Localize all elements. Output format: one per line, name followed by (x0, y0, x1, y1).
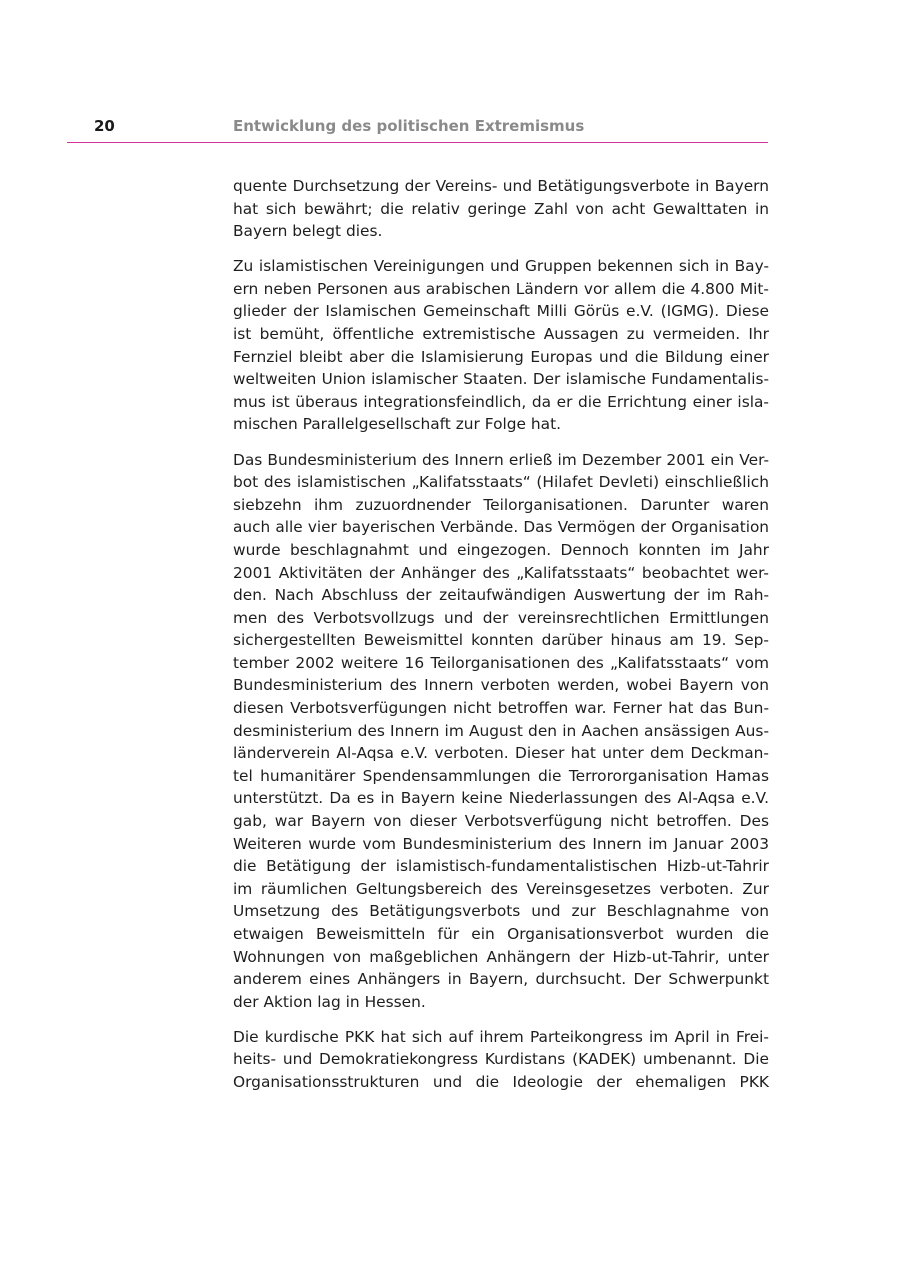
paragraph (233, 175, 769, 243)
text-line: Weiteren wurde vom Bundesministerium des Innern im Januar 2003 (233, 834, 769, 853)
text-line: länderverein Al-Aqsa e.V. verboten. Dieser hat unter dem Deckman- (233, 744, 769, 763)
paragraph (233, 1026, 769, 1094)
text-line: hat sich bewährt; die relativ geringe Zahl von acht Gewalttaten in (233, 199, 769, 218)
text-line: ern neben Personen aus arabischen Ländern vor allem die 4.800 Mit- (233, 279, 769, 298)
text-line: sichergestellten Beweismittel konnten darüber hinaus am 19. Sep- (233, 631, 769, 650)
text-line: mus ist überaus integrationsfeindlich, da er die Errichtung einer isla- (233, 392, 769, 411)
text-line: Die kurdische PKK hat sich auf ihrem Parteikongress im April in Frei- (233, 1027, 769, 1046)
text-line: unterstützt. Da es in Bayern keine Niederlassungen des Al-Aqsa e.V. (233, 789, 769, 808)
text-line: Das Bundesministerium des Innern erließ im Dezember 2001 ein Ver- (233, 450, 769, 469)
text-line: Bundesministerium des Innern verboten werden, wobei Bayern von (233, 676, 769, 695)
text-line: Zu islamistischen Vereinigungen und Gruppen bekennen sich in Bay- (233, 257, 769, 276)
text-line: heits- und Demokratiekongress Kurdistans (KADEK) umbenannt. Die (233, 1050, 769, 1069)
text-line: ist bemüht, öffentliche extremistische Aussagen zu vermeiden. Ihr (233, 325, 769, 344)
page-header (67, 115, 768, 143)
running-title: Entwicklung des politischen Extremismus (233, 117, 585, 135)
text-line: weltweiten Union islamischer Staaten. Der islamische Fundamentalis- (233, 370, 769, 389)
text-line: den. Nach Abschluss der zeitaufwändigen Auswertung der im Rah- (233, 586, 769, 605)
paragraph (233, 255, 769, 436)
text-line: die Betätigung der islamistisch-fundamentalistischen Hizb-ut-Tahrir (233, 857, 769, 876)
paragraph (233, 449, 769, 1014)
text-line: gab, war Bayern von dieser Verbotsverfügung nicht betroffen. Des (233, 812, 769, 831)
text-line: glieder der Islamischen Gemeinschaft Milli Görüs e.V. (IGMG). Diese (233, 302, 769, 321)
text-line: Fernziel bleibt aber die Islamisierung Europas und die Bildung einer (233, 347, 769, 366)
text-line: Organisationsstrukturen und die Ideologie der ehemaligen PKK (233, 1073, 769, 1092)
text-line: anderem eines Anhängers in Bayern, durchsucht. Der Schwerpunkt (233, 970, 769, 989)
text-line: im räumlichen Geltungsbereich des Vereinsgesetzes verboten. Zur (233, 879, 769, 898)
text-line: tember 2002 weitere 16 Teilorganisationen des „Kalifatsstaats“ vom (233, 653, 769, 672)
text-line: desministerium des Innern im August den in Aachen ansässigen Aus- (233, 721, 769, 740)
text-line: etwaigen Beweismitteln für ein Organisationsverbot wurden die (233, 925, 769, 943)
text-line: 2001 Aktivitäten der Anhänger des „Kalifatsstaats“ beobachtet wer- (233, 563, 769, 582)
text-line: auch alle vier bayerischen Verbände. Das Vermögen der Organisation (233, 518, 769, 537)
text-line: men des Verbotsvollzugs und der vereinsrechtlichen Ermittlungen (233, 608, 769, 627)
text-line: Wohnungen von maßgeblichen Anhängern der Hizb-ut-Tahrir, unter (233, 947, 769, 966)
text-line: quente Durchsetzung der Vereins- und Betätigungsverbote in Bayern (233, 177, 769, 195)
text-line: Umsetzung des Betätigungsverbots und zur Beschlagnahme von (233, 902, 769, 921)
text-line: bot des islamistischen „Kalifatsstaats“ (Hilafet Devleti) einschließlich (233, 473, 769, 492)
text-line: Bayern belegt dies. (233, 222, 383, 241)
body-text (233, 175, 769, 1106)
text-line: wurde beschlagnahmt und eingezogen. Dennoch konnten im Jahr (233, 540, 769, 559)
text-line: diesen Verbotsverfügungen nicht betroffen war. Ferner hat das Bun- (233, 699, 769, 718)
page-number: 20 (94, 117, 115, 135)
text-line: tel humanitärer Spendensammlungen die Terrororganisation Hamas (233, 766, 769, 785)
text-line: mischen Parallelgesellschaft zur Folge hat. (233, 415, 562, 434)
text-line: der Aktion lag in Hessen. (233, 992, 426, 1011)
text-line: siebzehn ihm zuzuordnender Teilorganisationen. Darunter waren (233, 495, 769, 514)
